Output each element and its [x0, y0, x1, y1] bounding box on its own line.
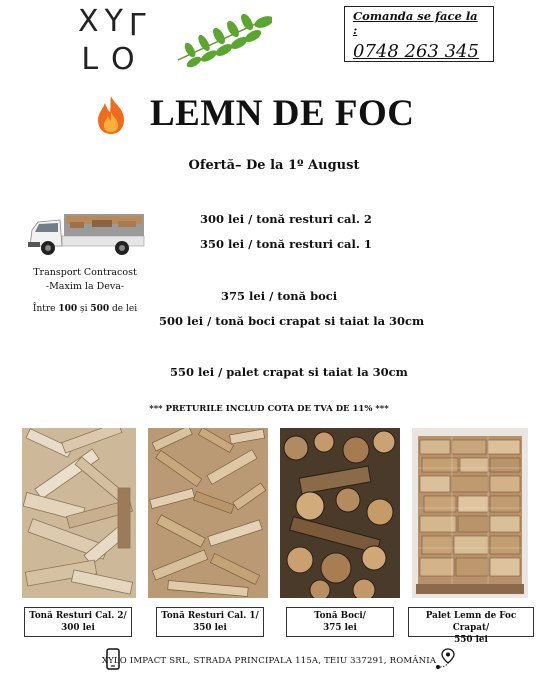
map-pin-icon: [434, 647, 456, 671]
product-photo-resturi-cal1: [148, 428, 268, 598]
page-title: LEMN DE FOC: [150, 93, 415, 134]
leaf-branch-icon: [172, 10, 272, 68]
price-line: 375 lei / tonă boci: [221, 289, 338, 303]
product-photo-boci: [280, 428, 400, 598]
flame-icon: [94, 94, 128, 136]
product-caption: Tonă Boci/ 375 lei: [286, 607, 394, 637]
transport-line1: Transport Contracost: [33, 267, 137, 278]
price-line: 350 lei / tonă resturi cal. 1: [200, 237, 372, 251]
footer-address: XYLO IMPACT SRL, STRADA PRINCIPALA 115A, TEIU 337291, ROMÂNIA: [101, 656, 437, 666]
transport-range: Între 100 și 500 de lei: [32, 304, 138, 314]
order-phone-number[interactable]: 0748 263 345: [353, 41, 479, 62]
product-caption: Palet Lemn de Foc Crapat/ 550 lei: [408, 607, 534, 637]
logo-letter: Y: [104, 4, 129, 39]
order-box: [344, 6, 494, 62]
price-line: 500 lei / tonă boci crapat si taiat la 30cm: [159, 314, 425, 328]
logo-letter: L: [128, 5, 152, 40]
logo-letter: O: [110, 42, 141, 77]
truck-image: [26, 204, 146, 262]
xylo-logo: [78, 4, 150, 78]
price-line: 550 lei / palet crapat si taiat la 30cm: [170, 365, 408, 379]
product-caption: Tonă Resturi Cal. 1/ 350 lei: [156, 607, 264, 637]
logo-letter: X: [78, 4, 105, 39]
tva-note: *** PRETURILE INCLUD COTA DE TVA DE 11% ***: [149, 404, 389, 414]
price-line: 300 lei / tonă resturi cal. 2: [200, 212, 372, 226]
order-label: Comanda se face la :: [353, 9, 478, 37]
transport-line2: -Maxim la Deva-: [45, 281, 125, 292]
product-caption: Tonă Resturi Cal. 2/ 300 lei: [24, 607, 132, 637]
offer-date: Ofertă– De la 1º August: [188, 158, 360, 173]
product-photo-resturi-cal2: [22, 428, 136, 598]
product-photo-palet: [412, 428, 528, 598]
logo-letter: L: [81, 42, 105, 77]
